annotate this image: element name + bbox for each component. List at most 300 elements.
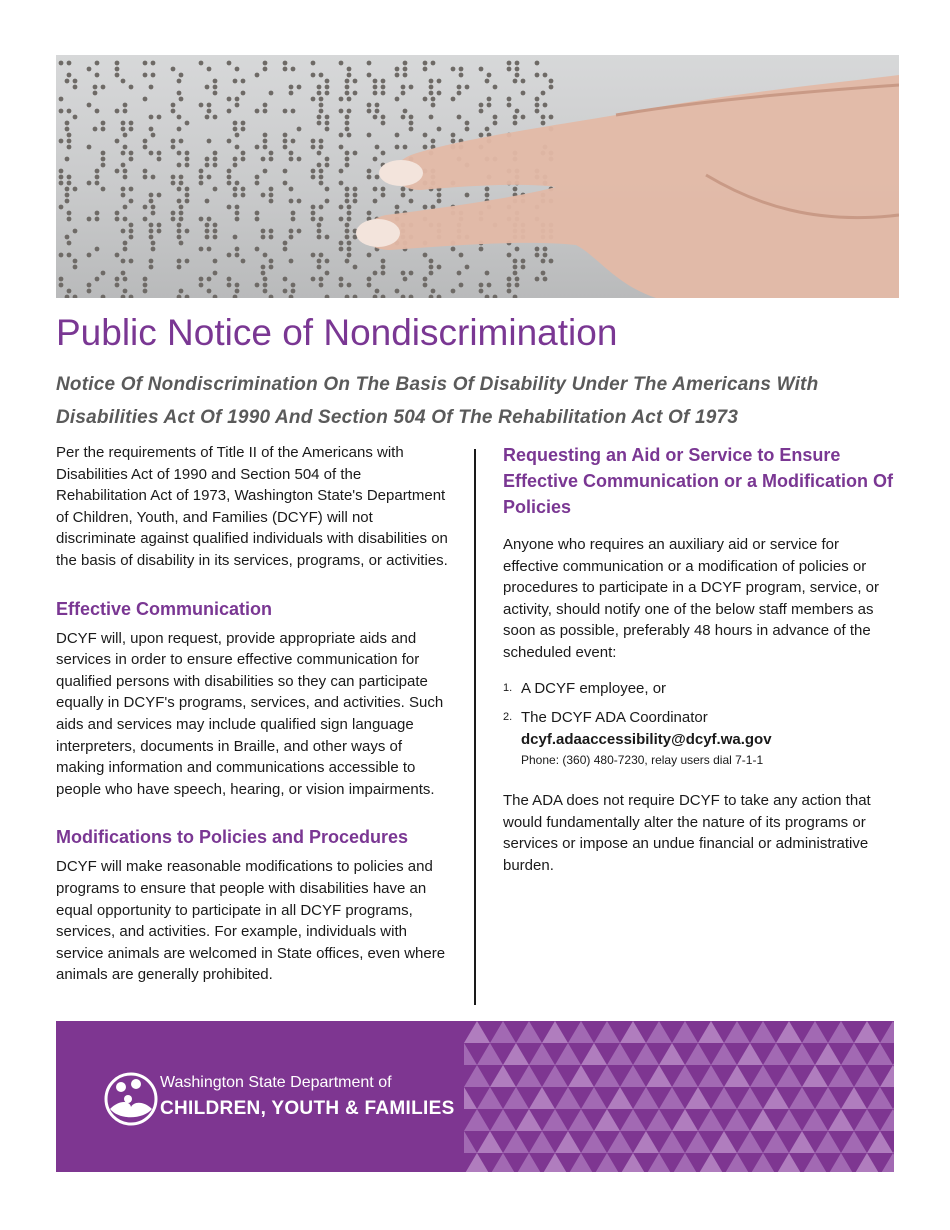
triangle-tile (516, 1065, 542, 1087)
braille-dot (493, 85, 498, 90)
braille-dot (311, 97, 316, 102)
braille-dot (297, 127, 302, 132)
braille-dot (199, 217, 204, 222)
triangle-tile (763, 1131, 789, 1153)
braille-dot (121, 259, 126, 264)
triangle-tile (646, 1065, 672, 1087)
braille-dot (235, 97, 240, 102)
braille-dot (143, 97, 148, 102)
braille-dot (151, 133, 156, 138)
braille-dot (93, 127, 98, 132)
braille-dot (403, 61, 408, 66)
braille-dot (65, 121, 70, 126)
triangle-tile (529, 1087, 555, 1109)
braille-dot (261, 271, 266, 276)
triangle-tile (594, 1153, 620, 1172)
braille-dot (493, 115, 498, 120)
braille-dot (347, 73, 352, 78)
braille-dot (507, 253, 512, 258)
braille-dot (521, 91, 526, 96)
braille-dot (115, 211, 120, 216)
braille-dot (535, 103, 540, 108)
braille-dot (437, 127, 442, 132)
braille-dot (401, 193, 406, 198)
braille-dot (403, 109, 408, 114)
braille-dot (115, 109, 120, 114)
braille-dot (115, 73, 120, 78)
braille-dot (87, 289, 92, 294)
braille-dot (325, 79, 330, 84)
braille-dot (353, 151, 358, 156)
effective-communication-body: DCYF will, upon request, provide appropriate aids and services in order to ensure effective communication for qualified persons with disabilities so they can participate equally in DCYF's programs, services, and activities. Such aids and services may include qualified sign language interpreters, documents in Braille, and other ways of making information and communications accessible to people who have speech, hearing, or vision impairments. (56, 629, 444, 798)
braille-dot (115, 67, 120, 72)
page-subtitle: Notice Of Nondiscrimination On The Basis Of Disability Under The Americans With Disabilities Act Of 1990 And Section 504 Of The Rehabilitation Act Of 1973 (56, 374, 819, 428)
braille-dot (235, 181, 240, 186)
braille-dot (325, 199, 330, 204)
triangle-tile (893, 1131, 894, 1153)
column-divider (474, 449, 476, 1005)
braille-dot (235, 145, 240, 150)
braille-dot (185, 199, 190, 204)
braille-dot (177, 163, 182, 168)
braille-dot (157, 223, 162, 228)
braille-dot (283, 247, 288, 252)
braille-dot (373, 91, 378, 96)
triangle-tile (620, 1065, 646, 1087)
braille-dot (549, 79, 554, 84)
braille-dot (339, 277, 344, 282)
triangle-tile (776, 1021, 802, 1043)
braille-dot (149, 199, 154, 204)
braille-dot (121, 79, 126, 84)
triangle-tile (893, 1087, 894, 1109)
braille-dot (535, 253, 540, 258)
braille-dot (241, 79, 246, 84)
braille-dot (459, 253, 464, 258)
braille-dot (115, 139, 120, 144)
braille-dot (381, 151, 386, 156)
braille-dot (515, 283, 520, 288)
braille-dot (409, 115, 414, 120)
braille-dot (205, 223, 210, 228)
braille-dot (123, 277, 128, 282)
org-name-line1: Washington State Department of (160, 1074, 392, 1091)
braille-dot (487, 103, 492, 108)
braille-dot (59, 61, 64, 66)
braille-dot (213, 223, 218, 228)
triangle-tile (880, 1065, 894, 1087)
dcyf-logo-icon (100, 1071, 162, 1127)
triangle-tile (789, 1131, 815, 1153)
braille-dot (289, 85, 294, 90)
braille-dot (403, 67, 408, 72)
triangle-tile (581, 1087, 607, 1109)
braille-dot (317, 163, 322, 168)
braille-dot (325, 157, 330, 162)
braille-dot (95, 73, 100, 78)
braille-dot (101, 85, 106, 90)
list-number: 2. (503, 711, 513, 724)
triangle-tile (594, 1065, 620, 1087)
braille-dot (261, 193, 266, 198)
list-item (503, 678, 895, 700)
braille-dot (479, 289, 484, 294)
braille-dot (409, 127, 414, 132)
braille-dot (263, 289, 268, 294)
braille-dot (205, 235, 210, 240)
triangle-tile (880, 1153, 894, 1172)
triangle-tile (711, 1131, 737, 1153)
braille-dot (373, 295, 378, 298)
ada-email-link[interactable]: dcyf.adaaccessibility@dcyf.wa.gov (521, 730, 772, 748)
braille-dot (319, 175, 324, 180)
braille-dot (59, 181, 64, 186)
braille-dot (487, 283, 492, 288)
braille-dot (73, 79, 78, 84)
braille-dot (325, 187, 330, 192)
braille-dot (479, 109, 484, 114)
braille-dot (269, 229, 274, 234)
triangle-tile (763, 1087, 789, 1109)
braille-dot (429, 265, 434, 270)
braille-dot (179, 211, 184, 216)
braille-dot (395, 145, 400, 150)
braille-dot (65, 79, 70, 84)
braille-dot (207, 217, 212, 222)
braille-dot (179, 73, 184, 78)
braille-dot (59, 169, 64, 174)
braille-dot (451, 67, 456, 72)
braille-dot (59, 253, 64, 258)
braille-dot (199, 283, 204, 288)
triangle-tile (802, 1109, 828, 1131)
braille-dot (373, 271, 378, 276)
braille-dot (87, 103, 92, 108)
braille-dot (213, 295, 218, 298)
braille-dot (263, 145, 268, 150)
braille-dot (143, 205, 148, 210)
braille-dot (345, 91, 350, 96)
braille-dot (263, 283, 268, 288)
braille-dot (339, 133, 344, 138)
braille-dot (263, 253, 268, 258)
braille-dot (459, 67, 464, 72)
triangle-tile (854, 1153, 880, 1172)
braille-dot (401, 115, 406, 120)
braille-dot (311, 175, 316, 180)
triangle-tile (672, 1065, 698, 1087)
braille-dot (311, 169, 316, 174)
braille-dot (339, 145, 344, 150)
braille-dot (95, 169, 100, 174)
triangle-tile (581, 1043, 607, 1065)
braille-dot (179, 205, 184, 210)
braille-dot (437, 193, 442, 198)
braille-dot (177, 79, 182, 84)
braille-dot (535, 247, 540, 252)
braille-dot (319, 97, 324, 102)
braille-dot (429, 271, 434, 276)
braille-dot (157, 229, 162, 234)
braille-dot (401, 187, 406, 192)
braille-dot (213, 79, 218, 84)
braille-dot (149, 193, 154, 198)
braille-dot (457, 115, 462, 120)
braille-dot (423, 67, 428, 72)
braille-dot (319, 205, 324, 210)
braille-dot (339, 61, 344, 66)
braille-dot (261, 229, 266, 234)
triangle-tile (620, 1021, 646, 1043)
braille-dot (205, 199, 210, 204)
braille-dot (347, 109, 352, 114)
braille-dot (479, 103, 484, 108)
braille-dot (207, 175, 212, 180)
braille-dot (423, 253, 428, 258)
braille-dot (325, 91, 330, 96)
requesting-aid-heading: Requesting an Aid or Service to Ensure Effective Communication or a Modification Of Policies (503, 445, 894, 517)
triangle-tile (893, 1043, 894, 1065)
braille-dot (403, 73, 408, 78)
braille-dot (319, 73, 324, 78)
braille-dot (485, 127, 490, 132)
triangle-tile (698, 1109, 724, 1131)
braille-dot (213, 163, 218, 168)
triangle-tile (620, 1109, 646, 1131)
braille-dot (311, 145, 316, 150)
braille-dot (381, 265, 386, 270)
braille-dot (367, 211, 372, 216)
braille-dot (423, 283, 428, 288)
braille-dot (375, 289, 380, 294)
triangle-tile (802, 1021, 828, 1043)
braille-dot (67, 133, 72, 138)
braille-dot (345, 151, 350, 156)
braille-dot (339, 205, 344, 210)
braille-dot (451, 289, 456, 294)
braille-dot (121, 229, 126, 234)
braille-dot (429, 85, 434, 90)
footer-banner (56, 1021, 894, 1172)
triangle-tile (646, 1021, 672, 1043)
braille-dot (235, 247, 240, 252)
list-text: The DCYF ADA Coordinator (521, 709, 708, 727)
braille-dot (199, 175, 204, 180)
braille-dot (283, 61, 288, 66)
braille-dot (347, 283, 352, 288)
braille-dot (59, 109, 64, 114)
triangle-tile (698, 1021, 724, 1043)
braille-dot (129, 187, 134, 192)
closing-paragraph: The ADA does not require DCYF to take any action that would fundamentally alter the nature of its programs or services or impose an undue financial or administrative burden. (503, 791, 871, 874)
braille-dot (177, 151, 182, 156)
braille-dot (227, 61, 232, 66)
braille-dot (199, 277, 204, 282)
braille-dot (121, 121, 126, 126)
braille-dot (319, 103, 324, 108)
braille-dot (345, 223, 350, 228)
braille-dot (451, 247, 456, 252)
braille-dot (241, 151, 246, 156)
braille-dot (261, 265, 266, 270)
braille-dot (121, 151, 126, 156)
braille-dot (59, 205, 64, 210)
triangle-tile (646, 1153, 672, 1172)
braille-dot (535, 109, 540, 114)
braille-dot (59, 277, 64, 282)
triangle-tile (698, 1065, 724, 1087)
triangle-tile (828, 1065, 854, 1087)
braille-dot (319, 277, 324, 282)
braille-dot (121, 271, 126, 276)
braille-dot (283, 133, 288, 138)
triangle-tile (568, 1153, 594, 1172)
braille-dot (149, 259, 154, 264)
braille-dot (185, 187, 190, 192)
braille-dot (177, 229, 182, 234)
braille-dot (73, 115, 78, 120)
braille-dot (423, 145, 428, 150)
braille-dot (73, 85, 78, 90)
braille-dot (67, 253, 72, 258)
braille-dot (283, 109, 288, 114)
braille-dot (507, 289, 512, 294)
braille-dot (283, 139, 288, 144)
braille-dot (339, 217, 344, 222)
braille-dot (95, 217, 100, 222)
braille-dot (431, 97, 436, 102)
braille-dot (289, 187, 294, 192)
braille-dot (123, 103, 128, 108)
braille-dot (227, 169, 232, 174)
braille-dot (227, 253, 232, 258)
braille-dot (95, 61, 100, 66)
triangle-tile (477, 1043, 503, 1065)
triangle-tile (490, 1153, 516, 1172)
braille-dot (347, 217, 352, 222)
braille-dot (319, 139, 324, 144)
triangle-pattern (464, 1021, 894, 1172)
braille-dot (123, 109, 128, 114)
braille-dot (381, 187, 386, 192)
braille-dot (121, 127, 126, 132)
braille-dot (283, 289, 288, 294)
braille-dot (367, 169, 372, 174)
left-column (56, 442, 448, 986)
braille-dot (233, 121, 238, 126)
braille-dot (353, 265, 358, 270)
triangle-tile (685, 1087, 711, 1109)
braille-dot (451, 97, 456, 102)
triangle-tile (503, 1043, 529, 1065)
braille-dot (535, 97, 540, 102)
braille-dot (227, 139, 232, 144)
braille-dot (213, 151, 218, 156)
triangle-tile (607, 1043, 633, 1065)
braille-dot (409, 85, 414, 90)
triangle-tile (854, 1065, 880, 1087)
braille-dot (143, 73, 148, 78)
triangle-tile (477, 1131, 503, 1153)
braille-dot (311, 73, 316, 78)
braille-dot (297, 199, 302, 204)
braille-dot (263, 61, 268, 66)
braille-dot (255, 109, 260, 114)
braille-hand-photo (56, 55, 899, 298)
braille-dot (67, 181, 72, 186)
braille-dot (401, 85, 406, 90)
braille-dot (429, 115, 434, 120)
braille-dot (263, 103, 268, 108)
braille-dot (541, 121, 546, 126)
triangle-tile (750, 1153, 776, 1172)
braille-dot (429, 295, 434, 298)
braille-dot (87, 253, 92, 258)
triangle-tile (672, 1153, 698, 1172)
braille-dot (87, 145, 92, 150)
braille-dot (171, 109, 176, 114)
braille-dot (185, 193, 190, 198)
braille-dot (129, 235, 134, 240)
braille-dot (123, 247, 128, 252)
braille-dot (235, 217, 240, 222)
braille-dot (513, 187, 518, 192)
braille-dot (95, 181, 100, 186)
triangle-tile (815, 1043, 841, 1065)
braille-dot (423, 133, 428, 138)
braille-dot (347, 211, 352, 216)
braille-dot (185, 151, 190, 156)
ada-phone: Phone: (360) 480-7230, relay users dial 7-1-1 (521, 753, 764, 768)
braille-dot (513, 259, 518, 264)
braille-dot (179, 289, 184, 294)
braille-dot (347, 67, 352, 72)
braille-dot (185, 295, 190, 298)
braille-dot (207, 289, 212, 294)
braille-dot (381, 193, 386, 198)
triangle-tile (750, 1021, 776, 1043)
braille-dot (227, 205, 232, 210)
braille-dot (367, 283, 372, 288)
braille-dot (179, 97, 184, 102)
braille-dot (409, 271, 414, 276)
braille-dot (67, 61, 72, 66)
triangle-tile (789, 1043, 815, 1065)
braille-dot (73, 259, 78, 264)
triangle-tile (802, 1153, 828, 1172)
braille-dot (269, 157, 274, 162)
braille-dot (233, 295, 238, 298)
braille-dot (431, 139, 436, 144)
braille-dot (381, 85, 386, 90)
braille-dot (515, 67, 520, 72)
braille-dot (269, 235, 274, 240)
triangle-tile (646, 1109, 672, 1131)
braille-dot (513, 115, 518, 120)
braille-dot (227, 109, 232, 114)
braille-dot (493, 121, 498, 126)
triangle-tile (724, 1065, 750, 1087)
braille-dot (199, 181, 204, 186)
braille-dot (319, 109, 324, 114)
braille-dot (429, 259, 434, 264)
braille-dot (347, 97, 352, 102)
braille-dot (255, 145, 260, 150)
braille-dot (73, 265, 78, 270)
braille-dot (521, 79, 526, 84)
braille-dot (437, 295, 442, 298)
braille-dot (235, 67, 240, 72)
